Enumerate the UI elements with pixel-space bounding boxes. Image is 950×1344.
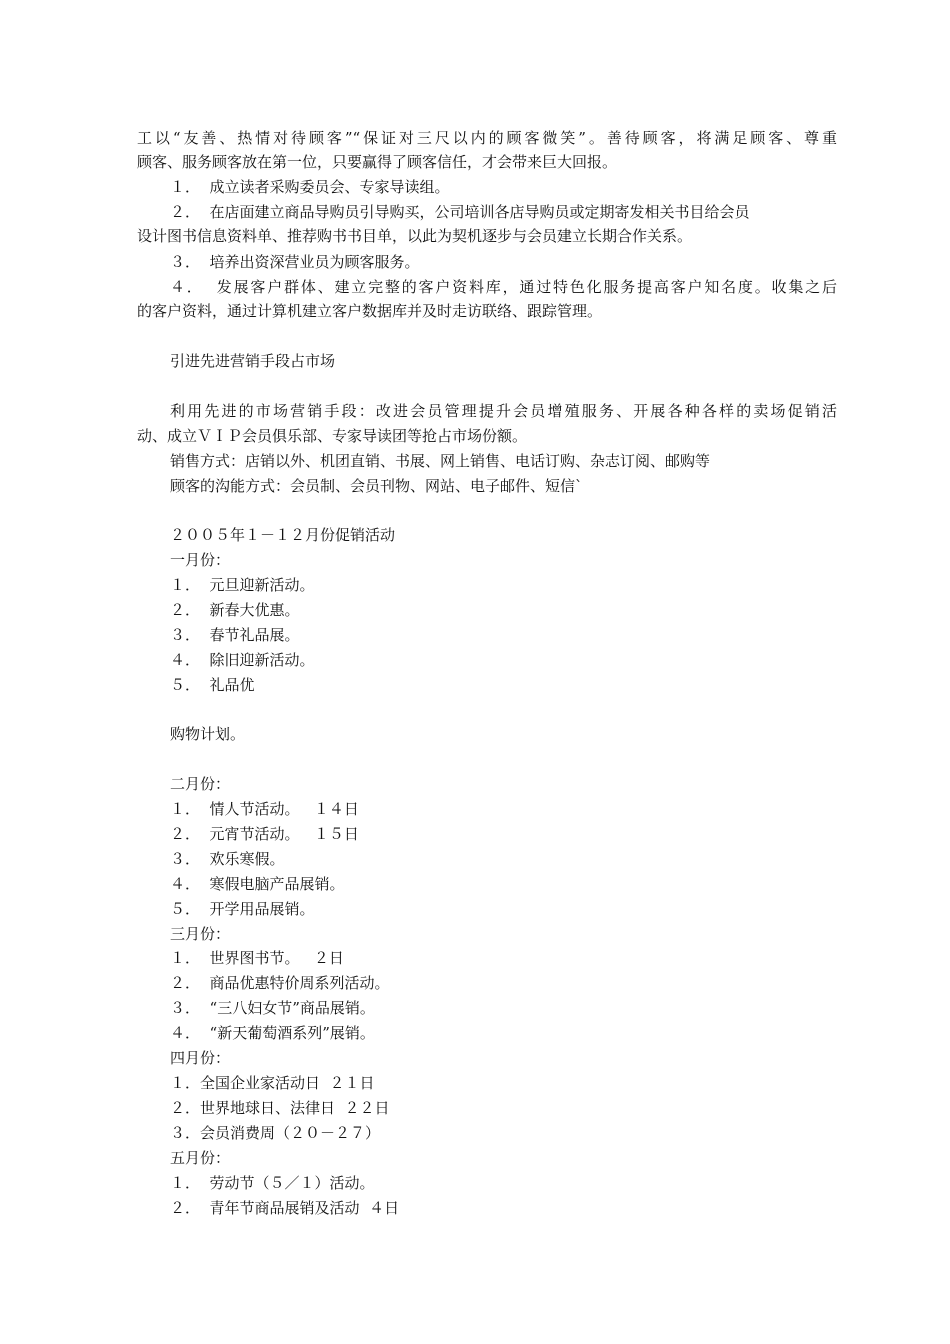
list-item: ３． 欢乐寒假。 xyxy=(170,850,285,868)
list-item: ４． 除旧迎新活动。 xyxy=(170,651,315,669)
list-item: １． 成立读者采购委员会、专家导读组。 xyxy=(170,178,450,196)
list-item: ３． “三八妇女节”商品展销。 xyxy=(170,999,375,1017)
list-item: ３．会员消费周（２０－２７） xyxy=(170,1124,381,1142)
list-item: ４． 寒假电脑产品展销。 xyxy=(170,875,345,893)
list-item: ２． 新春大优惠。 xyxy=(170,601,300,619)
list-item: ２． 元宵节活动。 １５日 xyxy=(170,825,359,843)
paragraph-line: 设计图书信息资料单、推荐购书书目单，以此为契机逐步与会员建立长期合作关系。 xyxy=(137,227,693,245)
paragraph-line: 工以“友善、热情对待顾客”“保证对三尺以内的顾客微笑”。善待顾客，将满足顾客、尊重 xyxy=(137,129,837,147)
list-item: １． 元旦迎新活动。 xyxy=(170,576,315,594)
month-heading: 三月份： xyxy=(170,925,231,943)
list-item: ４． “新天葡萄酒系列”展销。 xyxy=(170,1024,375,1042)
list-item: ５． 礼品优 xyxy=(170,676,255,694)
month-heading: 二月份： xyxy=(170,775,231,793)
list-item: ２． 青年节商品展销及活动 ４日 xyxy=(170,1199,400,1217)
month-heading: 五月份： xyxy=(170,1149,231,1167)
list-item: １．全国企业家活动日 ２１日 xyxy=(170,1074,375,1092)
list-item: ２． 商品优惠特价周系列活动。 xyxy=(170,974,390,992)
section-heading: 引进先进营销手段占市场 xyxy=(170,352,336,370)
paragraph-line: 利用先进的市场营销手段：改进会员管理提升会员增殖服务、开展各种各样的卖场促销活 xyxy=(170,402,837,420)
paragraph-line: 顾客、服务顾客放在第一位，只要赢得了顾客信任，才会带来巨大回报。 xyxy=(137,153,618,171)
section-heading: ２００５年１－１２月份促销活动 xyxy=(170,526,396,544)
list-item: １． 情人节活动。 １４日 xyxy=(170,800,359,818)
paragraph-line: 顾客的沟能方式：会员制、会员刊物、网站、电子邮件、短信` xyxy=(170,477,583,495)
month-heading: 一月份： xyxy=(170,551,231,569)
list-item: ２． 在店面建立商品导购员引导购买，公司培训各店导购员或定期寄发相关书目给会员 xyxy=(170,203,750,221)
list-item: １． 世界图书节。 ２日 xyxy=(170,949,344,967)
paragraph-line: 购物计划。 xyxy=(170,725,246,743)
list-item: ５． 开学用品展销。 xyxy=(170,900,315,918)
month-heading: 四月份： xyxy=(170,1049,231,1067)
paragraph-line: 动、成立ＶＩＰ会员俱乐部、专家导读团等抢占市场份额。 xyxy=(137,427,528,445)
list-item: ２．世界地球日、法律日 ２２日 xyxy=(170,1099,390,1117)
list-item: ３． 培养出资深营业员为顾客服务。 xyxy=(170,253,420,271)
paragraph-line: 销售方式：店销以外、机团直销、书展、网上销售、电话订购、杂志订阅、邮购等 xyxy=(170,452,711,470)
list-item: １． 劳动节（５／１）活动。 xyxy=(170,1174,375,1192)
paragraph-line: 的客户资料，通过计算机建立客户数据库并及时走访联络、跟踪管理。 xyxy=(137,302,603,320)
list-item: ３． 春节礼品展。 xyxy=(170,626,300,644)
list-item: ４． 发展客户群体、建立完整的客户资料库，通过特色化服务提高客户知名度。收集之后 xyxy=(170,278,837,296)
